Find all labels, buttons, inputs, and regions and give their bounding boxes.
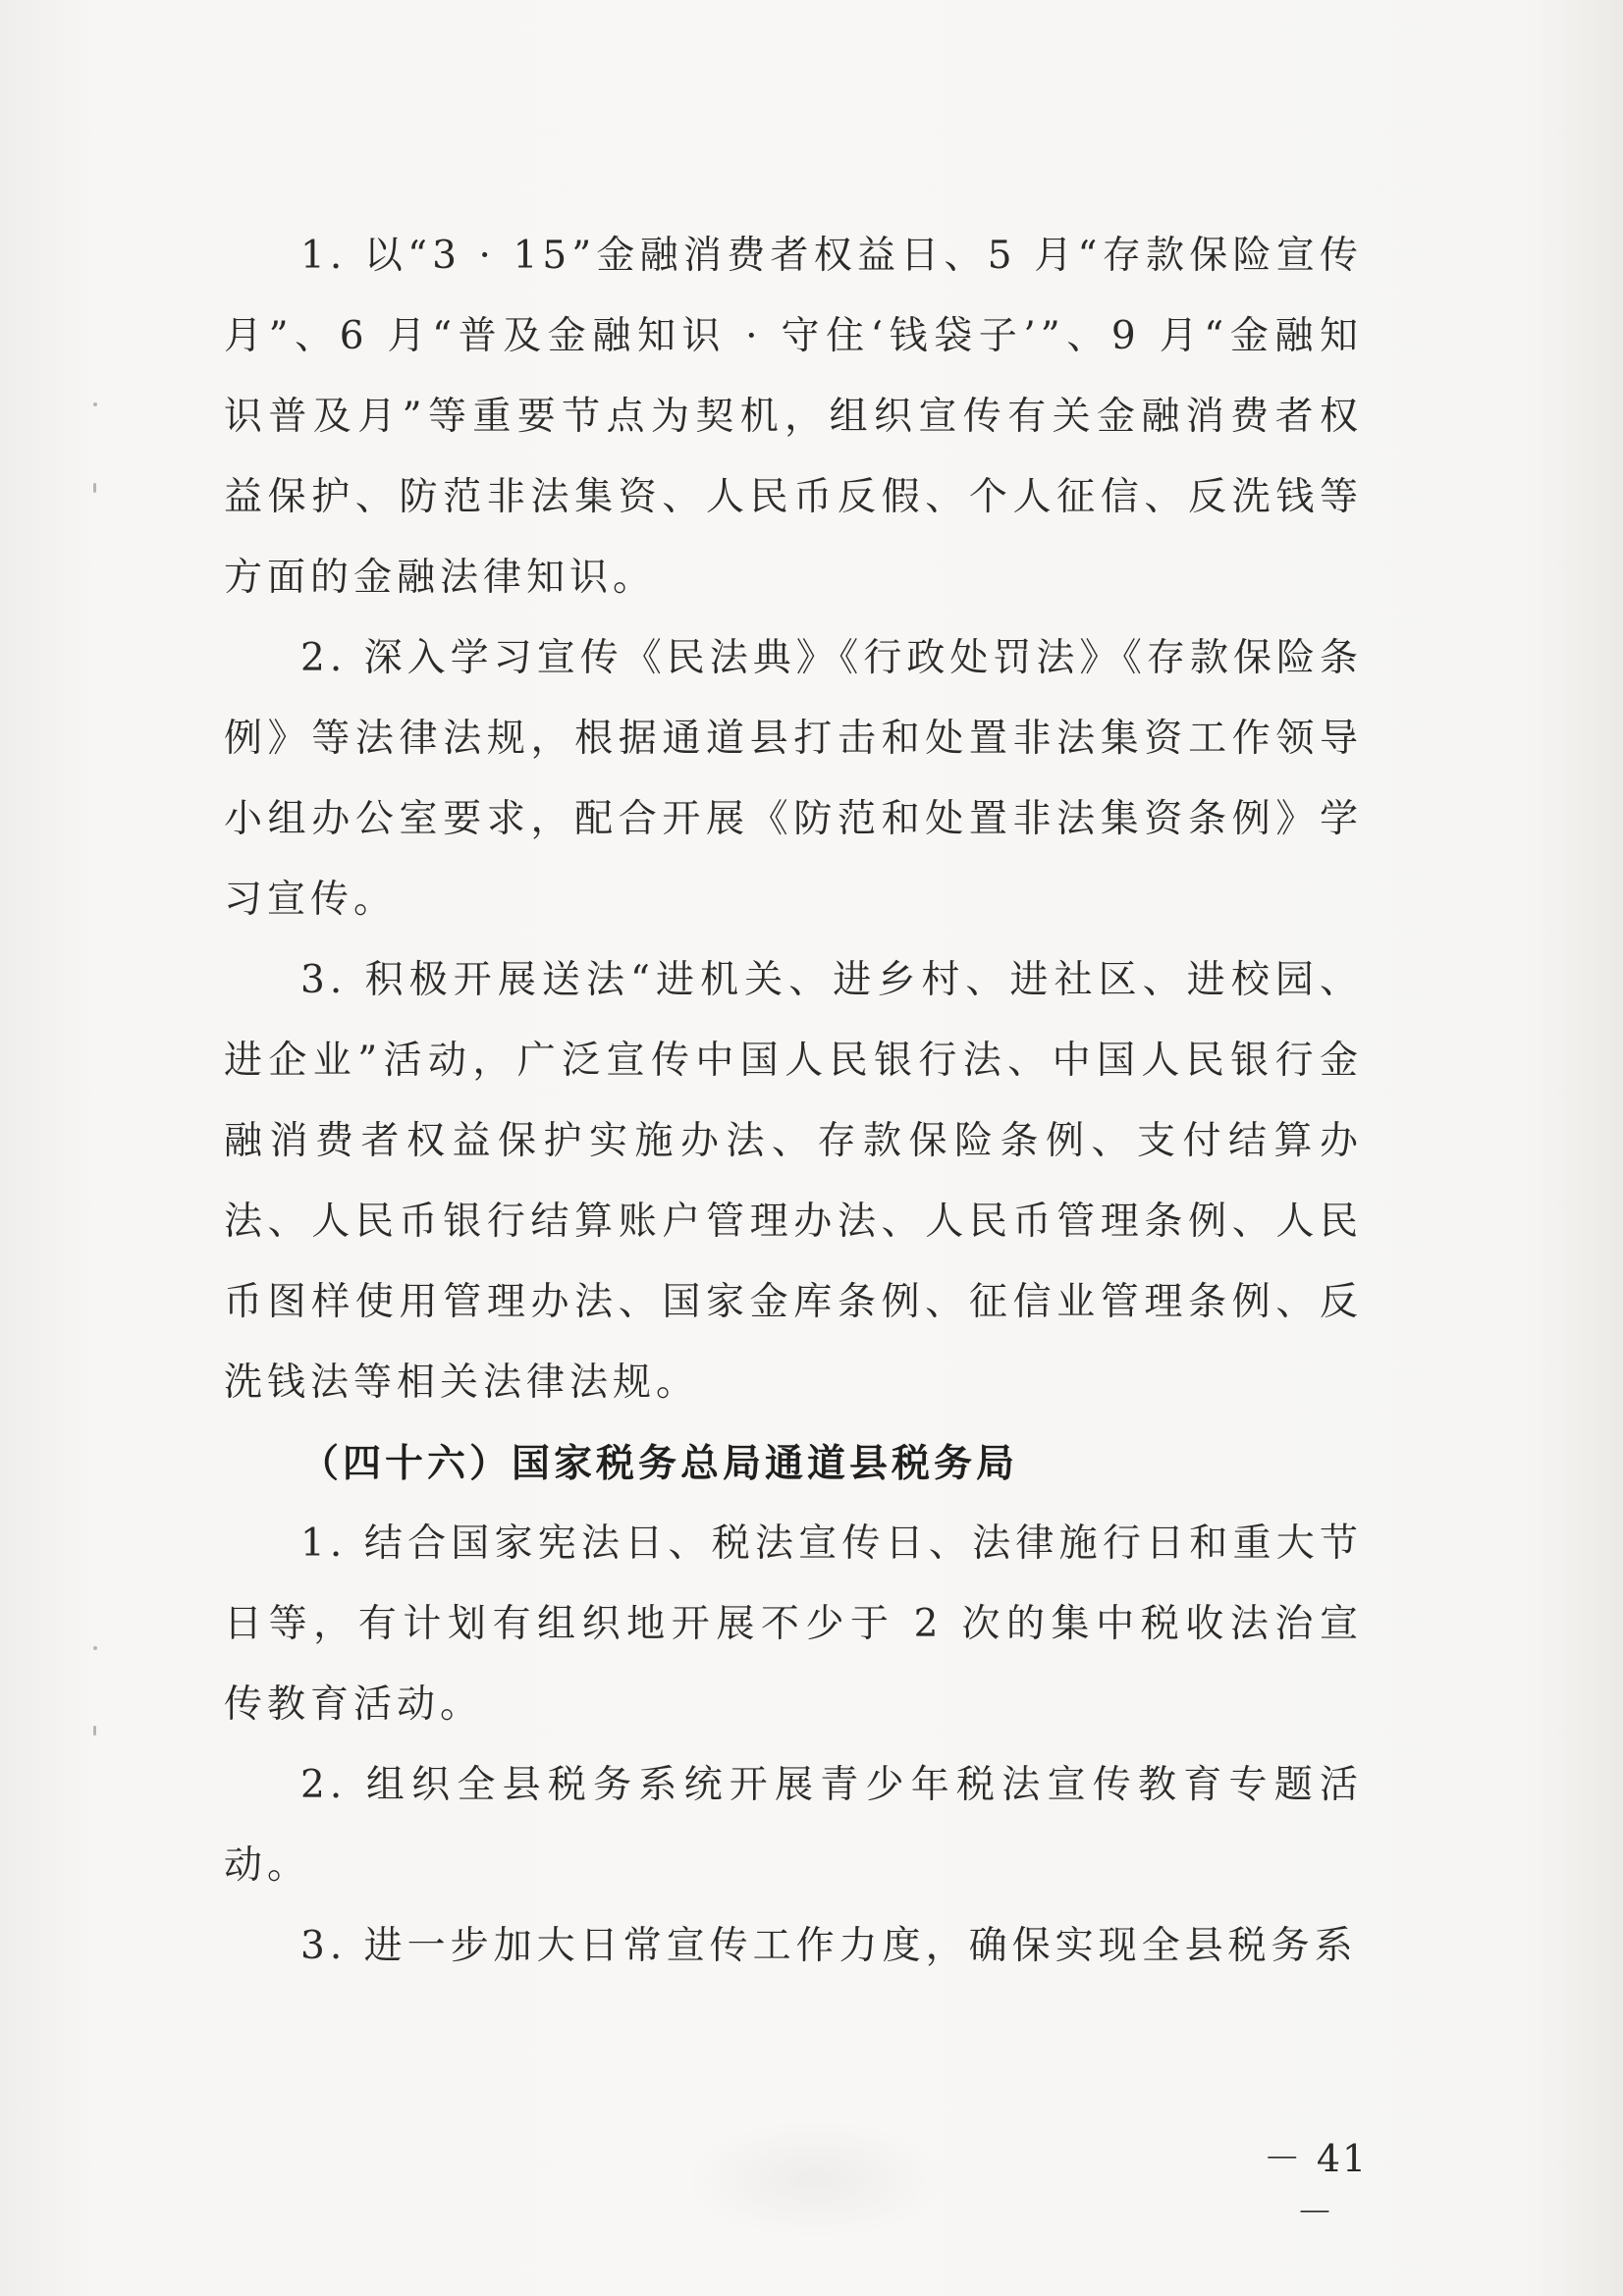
binding-hole-mark bbox=[93, 402, 97, 406]
binding-hole-mark bbox=[93, 1726, 96, 1735]
section-heading: （四十六）国家税务总局通道县税务局 bbox=[300, 1441, 1019, 1486]
paragraph-tax-campaigns: 1. 结合国家宪法日、税法宣传日、法律施行日和重大节日等，有计划有组织地开展不少于 2 次的集中税收法治宣传教育活动。 bbox=[224, 1522, 1363, 1727]
binding-hole-mark bbox=[93, 1646, 97, 1650]
paragraph-daily-promotion: 3. 进一步加大日常宣传工作力度，确保实现全县税务系 bbox=[300, 1924, 1358, 1968]
page-number: － 41 － bbox=[1263, 2137, 1369, 2234]
binding-hole-mark bbox=[93, 483, 96, 493]
paragraph-civil-code-study: 2. 深入学习宣传《民法典》《行政处罚法》《存款保险条例》等法律法规，根据通道县打击和处置非法集资工作领导小组办公室要求，配合开展《防范和处置非法集资条例》学习宣传。 bbox=[224, 636, 1363, 922]
paragraph-financial-promotion-nodes: 1. 以“3 · 15”金融消费者权益日、5 月“存款保险宣传月”、6 月“普及金融知识 · 守住‘钱袋子’”、9 月“金融知识普及月”等重要节点为契机，组织宣传有关金融消费者权益保护、防范非法集资、人民币反假、个人征信、反洗钱等方面的金融法律知识。 bbox=[224, 234, 1363, 600]
show-through-smudge bbox=[687, 2120, 943, 2238]
document-body bbox=[224, 216, 1363, 1987]
paragraph-youth-tax-education: 2. 组织全县税务系统开展青少年税法宣传教育专题活动。 bbox=[224, 1763, 1363, 1888]
paragraph-law-outreach: 3. 积极开展送法“进机关、进乡村、进社区、进校园、进企业”活动，广泛宣传中国人民银行法、中国人民银行金融消费者权益保护实施办法、存款保险条例、支付结算办法、人民币银行结算账户管理办法、人民币管理条例、人民币图样使用管理办法、国家金库条例、征信业管理条例、反洗钱法等相关法律法规。 bbox=[224, 958, 1363, 1405]
